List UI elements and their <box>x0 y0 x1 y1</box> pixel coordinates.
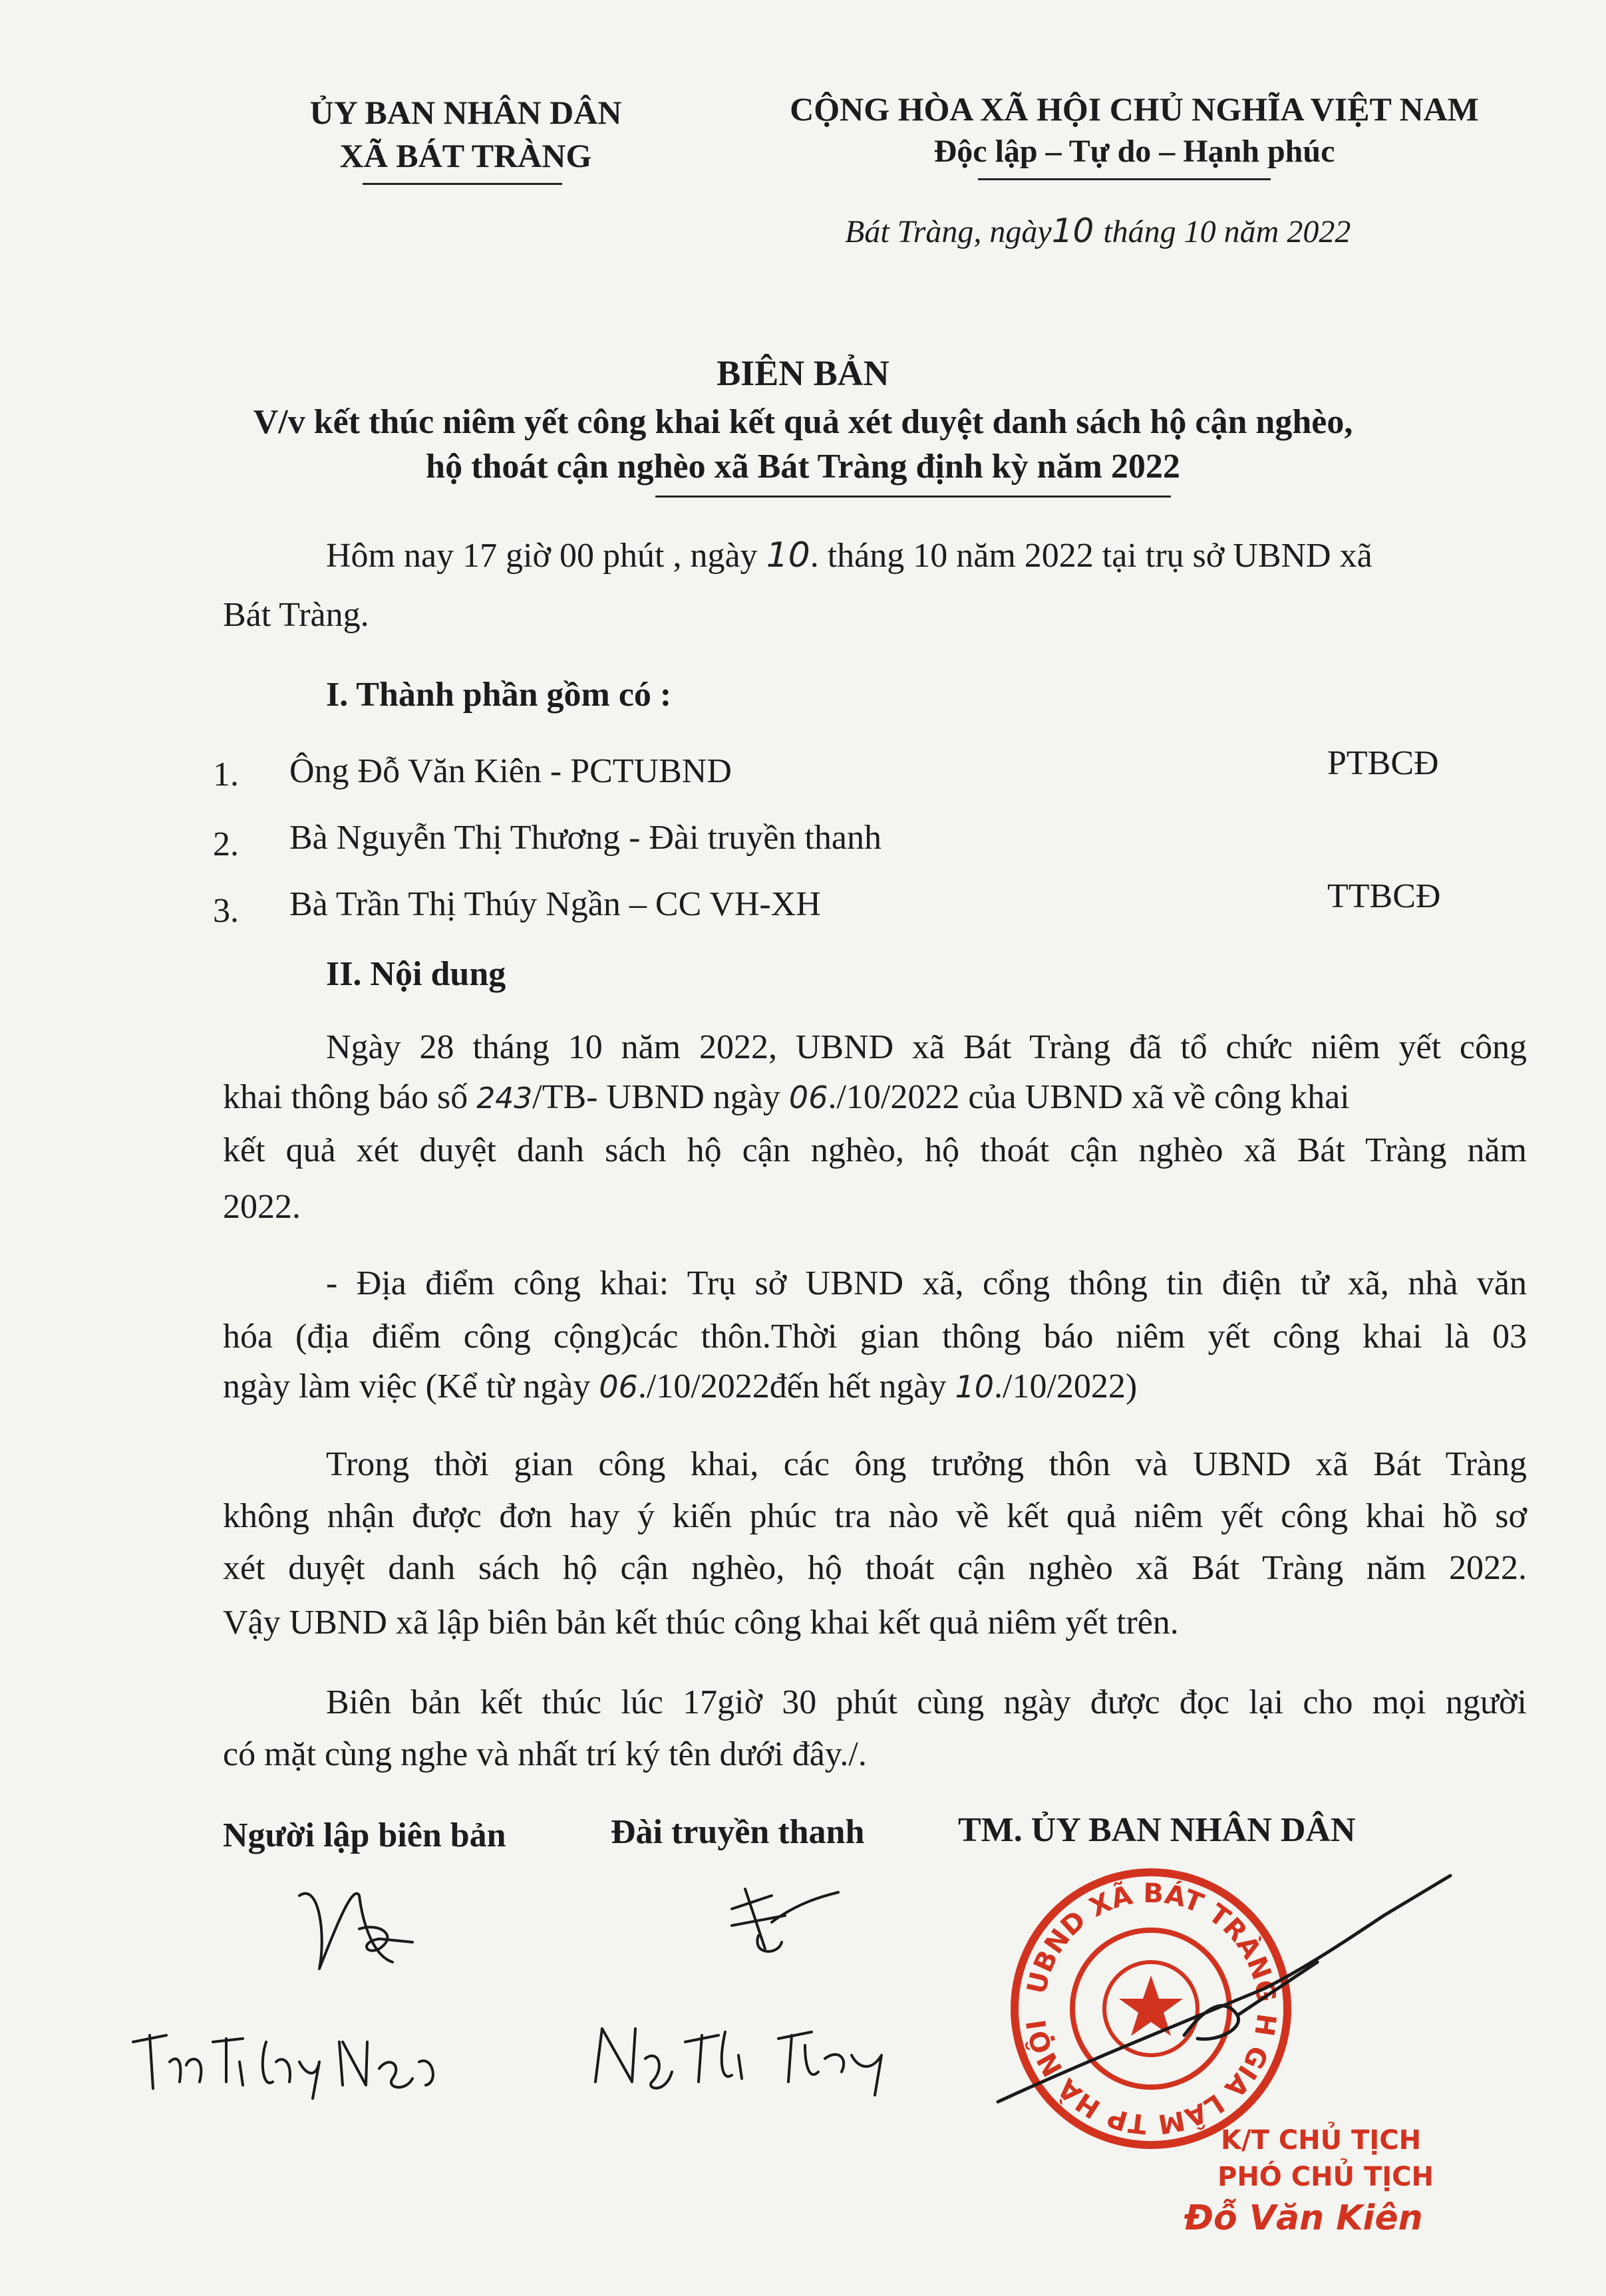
stamp-ring-text: UBND XÃ BÁT TRÀNG H GIA LÂM TP HÀ NỘI <box>1021 1878 1282 2140</box>
signer3-position-line1: K/T CHỦ TỊCH <box>1221 2125 1422 2156</box>
member-1-num: 1. <box>213 756 239 793</box>
national-motto: Độc lập – Tự do – Hạnh phúc <box>933 134 1335 169</box>
p1-line4: 2022. <box>223 1188 301 1226</box>
agency-underline <box>363 183 562 185</box>
member-3-num: 3. <box>213 892 239 930</box>
opening-line2: Bát Tràng. <box>223 596 369 634</box>
p1-line2-a: khai thông báo số <box>223 1078 468 1116</box>
p2-line3 <box>223 1367 1137 1406</box>
p1-line1: Ngày 28 tháng 10 năm 2022, UBND xã Bát Tràng đã tổ chức niêm yết công <box>326 1028 1527 1066</box>
signature-3-mark <box>985 1862 1464 2115</box>
document-subject-line2: hộ thoát cận nghèo xã Bát Tràng định kỳ năm 2022 <box>426 448 1180 486</box>
dateline-day: 10 <box>1051 212 1094 250</box>
signature-2-mark <box>705 1862 852 1975</box>
p2-line2: hóa (địa điểm công cộng)các thôn.Thời gian thông báo niêm yết công khai là 03 <box>223 1318 1527 1356</box>
signer2-title: Đài truyền thanh <box>611 1813 865 1851</box>
opening-text-a: Hôm nay 17 giờ 00 phút , ngày <box>326 537 758 575</box>
p3-line2: không nhận được đơn hay ý kiến phúc tra nào về kết quả niêm yết công khai hồ sơ <box>223 1497 1527 1535</box>
agency-name-line2: XÃ BÁT TRÀNG <box>339 137 592 174</box>
p2-line1: - Địa điểm công khai: Trụ sở UBND xã, cổng thông tin điện tử xã, nhà văn <box>326 1264 1527 1302</box>
national-title: CỘNG HÒA XÃ HỘI CHỦ NGHĨA VIỆT NAM <box>790 90 1479 128</box>
member-3-name: Bà Trần Thị Thúy Ngần – CC VH-XH <box>289 885 821 923</box>
signer1-handwritten-name <box>126 2015 459 2102</box>
p3-line4: Vậy UBND xã lập biên bản kết thúc công khai kết quả niêm yết trên. <box>223 1604 1179 1642</box>
opening-line1 <box>326 535 1372 575</box>
document-title: BIÊN BẢN <box>717 353 889 393</box>
notice-number: 243 <box>476 1081 533 1115</box>
signer3-name: Đỗ Văn Kiên <box>1184 2198 1423 2238</box>
signer1-title: Người lập biên bản <box>223 1816 506 1854</box>
p1-line2-c: ./10/2022 của UBND xã về công khai <box>828 1078 1350 1116</box>
p1-line2 <box>223 1077 1527 1117</box>
dateline <box>845 212 1351 250</box>
member-3-role: TTBCĐ <box>1327 877 1441 915</box>
dateline-suffix: tháng 10 năm 2022 <box>1103 214 1351 249</box>
member-2-num: 2. <box>213 825 239 863</box>
signer2-handwritten-name <box>585 2009 918 2102</box>
opening-day: 10 <box>766 535 810 575</box>
signer3-title: TM. ỦY BAN NHÂN DÂN <box>958 1811 1356 1849</box>
member-1-name: Ông Đỗ Văn Kiên - PCTUBND <box>289 752 732 790</box>
signature-1-mark <box>279 1856 439 1989</box>
signer3-position-line2: PHÓ CHỦ TỊCH <box>1217 2162 1434 2192</box>
document-subject-line1: V/v kết thúc niêm yết công khai kết quả xét duyệt danh sách hộ cận nghèo, <box>253 403 1353 441</box>
member-1-role: PTBCĐ <box>1327 744 1439 782</box>
section2-heading: II. Nội dung <box>326 955 506 993</box>
opening-text-b: . tháng 10 năm 2022 tại trụ sở UBND xã <box>810 537 1372 575</box>
posting-start-day: 06 <box>599 1369 638 1405</box>
member-2-name: Bà Nguyễn Thị Thương - Đài truyền thanh <box>289 819 882 857</box>
title-underline <box>655 496 1171 498</box>
p4-line2: có mặt cùng nghe và nhất trí ký tên dưới đây./. <box>223 1735 867 1773</box>
p1-line2-b: /TB- UBND ngày <box>532 1078 780 1116</box>
p2-line3-b: ./10/2022đến hết ngày <box>637 1367 947 1405</box>
p2-line3-c: ./10/2022) <box>994 1367 1138 1405</box>
agency-name-line1: ỦY BAN NHÂN DÂN <box>309 94 622 131</box>
notice-date-day: 06 <box>788 1079 828 1115</box>
dateline-prefix: Bát Tràng, ngày <box>845 214 1052 249</box>
p3-line1: Trong thời gian công khai, các ông trưởng thôn và UBND xã Bát Tràng <box>326 1445 1527 1483</box>
section1-heading: I. Thành phần gồm có : <box>326 676 672 714</box>
p3-line3: xét duyệt danh sách hộ cận nghèo, hộ thoát cận nghèo xã Bát Tràng năm 2022. <box>223 1549 1527 1587</box>
p2-line3-a: ngày làm việc (Kể từ ngày <box>223 1367 591 1405</box>
posting-end-day: 10 <box>955 1369 995 1405</box>
p1-line3: kết quả xét duyệt danh sách hộ cận nghèo, hộ thoát cận nghèo xã Bát Tràng năm <box>223 1131 1527 1169</box>
p4-line1: Biên bản kết thúc lúc 17giờ 30 phút cùng ngày được đọc lại cho mọi người <box>326 1683 1527 1721</box>
motto-underline <box>978 178 1271 180</box>
